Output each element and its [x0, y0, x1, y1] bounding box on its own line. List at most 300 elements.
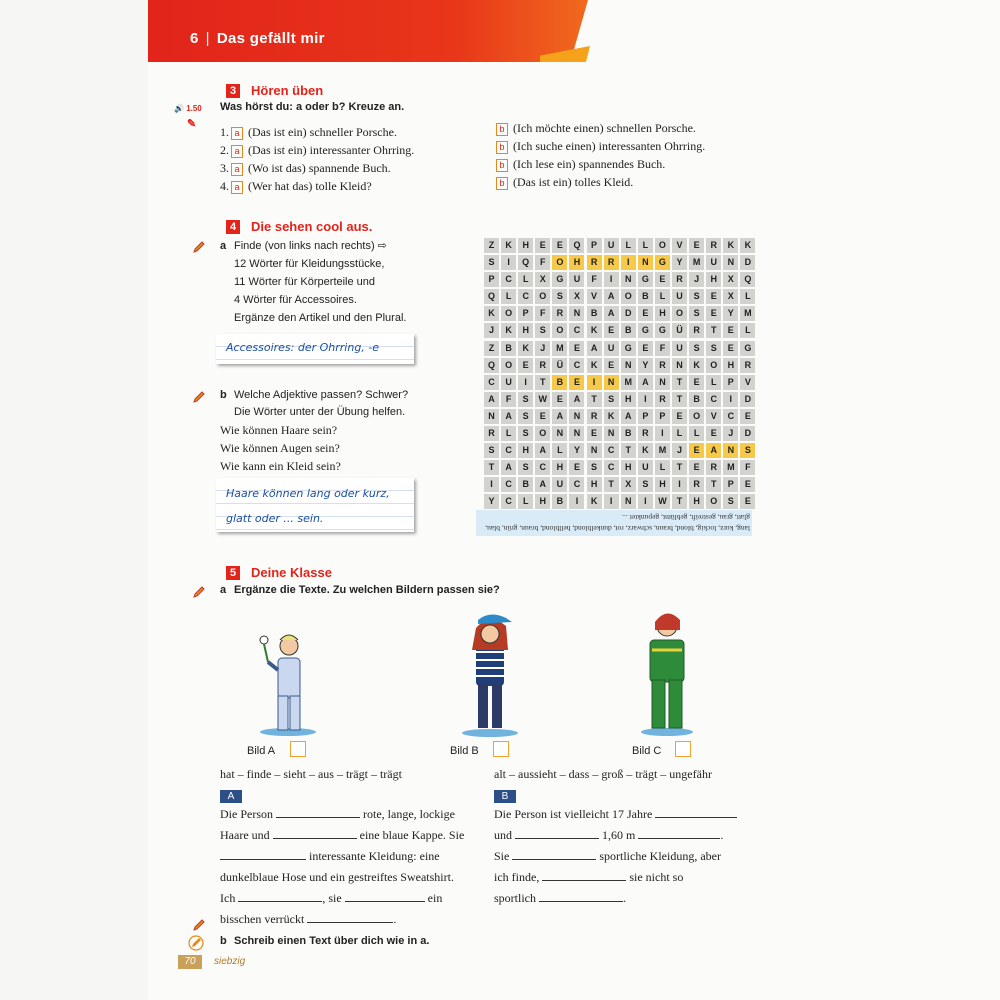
grid-letter[interactable]: A [569, 392, 584, 407]
grid-letter[interactable]: S [518, 426, 533, 441]
grid-letter[interactable]: L [689, 426, 704, 441]
grid-letter[interactable]: B [501, 341, 516, 356]
grid-letter[interactable]: K [723, 238, 738, 253]
grid-letter[interactable]: R [604, 255, 619, 270]
grid-letter[interactable]: E [569, 460, 584, 475]
grid-letter[interactable]: N [569, 409, 584, 424]
grid-letter[interactable]: N [569, 306, 584, 321]
grid-letter[interactable]: R [655, 358, 670, 373]
bild-b-checkbox[interactable] [493, 741, 509, 757]
grid-letter[interactable]: N [672, 358, 687, 373]
grid-letter[interactable]: T [672, 460, 687, 475]
grid-letter[interactable]: E [638, 306, 653, 321]
grid-letter[interactable]: U [604, 238, 619, 253]
grid-letter[interactable]: M [655, 443, 670, 458]
grid-letter[interactable]: S [740, 443, 755, 458]
grid-letter[interactable]: E [552, 238, 567, 253]
grid-letter[interactable]: J [484, 323, 499, 338]
grid-letter[interactable]: A [604, 289, 619, 304]
grid-letter[interactable]: H [552, 460, 567, 475]
grid-letter[interactable]: E [706, 426, 721, 441]
grid-letter[interactable]: A [621, 409, 636, 424]
grid-letter[interactable]: N [604, 426, 619, 441]
pencil-icon [192, 390, 206, 404]
word-search-grid[interactable] [484, 238, 755, 509]
grid-letter[interactable]: G [638, 272, 653, 287]
answer-box-a[interactable]: a [231, 163, 243, 176]
grid-letter[interactable]: I [484, 477, 499, 492]
gap-input[interactable] [276, 817, 360, 818]
grid-letter[interactable]: O [535, 289, 550, 304]
grid-letter[interactable]: Y [672, 255, 687, 270]
grid-letter[interactable]: N [655, 375, 670, 390]
grid-letter[interactable]: L [621, 238, 636, 253]
grid-letter[interactable]: N [621, 358, 636, 373]
grid-letter[interactable]: L [655, 460, 670, 475]
grid-letter[interactable]: X [723, 289, 738, 304]
grid-letter[interactable]: C [569, 477, 584, 492]
grid-letter[interactable]: O [501, 358, 516, 373]
grid-letter[interactable]: L [518, 272, 533, 287]
grid-letter[interactable]: E [689, 238, 704, 253]
grid-letter[interactable]: R [484, 426, 499, 441]
grid-letter[interactable]: R [689, 323, 704, 338]
grid-letter[interactable]: T [621, 443, 636, 458]
grid-letter[interactable]: O [706, 358, 721, 373]
grid-letter[interactable]: S [706, 341, 721, 356]
grid-letter[interactable]: L [501, 289, 516, 304]
grid-letter[interactable]: U [501, 375, 516, 390]
grid-letter[interactable]: P [484, 272, 499, 287]
grid-letter[interactable]: Q [518, 255, 533, 270]
grid-letter[interactable]: R [706, 238, 721, 253]
grid-letter[interactable]: B [587, 306, 602, 321]
grid-letter[interactable]: D [621, 306, 636, 321]
grid-letter[interactable]: T [672, 392, 687, 407]
grid-letter[interactable]: K [484, 306, 499, 321]
answer-box-b[interactable]: b [496, 123, 508, 136]
grid-letter[interactable]: I [672, 477, 687, 492]
grid-letter[interactable]: X [535, 272, 550, 287]
grid-letter[interactable]: S [587, 460, 602, 475]
text-part: sie nicht so [626, 870, 684, 884]
audio-icon[interactable]: 🔊 1.50 [174, 104, 202, 113]
grid-letter[interactable]: S [604, 392, 619, 407]
grid-letter[interactable]: E [689, 375, 704, 390]
grid-letter[interactable]: K [587, 323, 602, 338]
grid-letter[interactable]: A [501, 460, 516, 475]
grid-letter[interactable]: J [535, 341, 550, 356]
grid-letter[interactable]: T [484, 460, 499, 475]
grid-letter[interactable]: L [638, 238, 653, 253]
grid-letter[interactable]: J [723, 426, 738, 441]
gap-input[interactable] [238, 901, 322, 902]
text-part: . [720, 828, 724, 842]
grid-letter[interactable]: H [569, 255, 584, 270]
grid-letter[interactable]: E [604, 358, 619, 373]
grid-letter[interactable]: A [552, 409, 567, 424]
text-part: ich finde, [494, 870, 543, 884]
gap-input[interactable] [539, 901, 623, 902]
exercise-3-number: 3 [226, 84, 240, 98]
grid-letter[interactable]: Y [638, 358, 653, 373]
grid-letter[interactable]: P [655, 409, 670, 424]
grid-letter[interactable]: E [740, 409, 755, 424]
grid-letter[interactable]: P [638, 409, 653, 424]
grid-letter[interactable]: M [723, 460, 738, 475]
grid-letter[interactable]: M [740, 306, 755, 321]
grid-letter[interactable]: P [518, 306, 533, 321]
grid-letter[interactable]: T [604, 477, 619, 492]
grid-letter[interactable]: H [518, 323, 533, 338]
grid-letter[interactable]: L [501, 426, 516, 441]
text-part: 1,60 m [599, 828, 639, 842]
gap-input[interactable] [515, 838, 599, 839]
answer-box-b[interactable]: b [496, 141, 508, 154]
grid-letter[interactable]: S [518, 409, 533, 424]
grid-letter[interactable]: R [638, 426, 653, 441]
grid-letter[interactable]: T [535, 375, 550, 390]
grid-letter[interactable]: R [689, 477, 704, 492]
grid-letter[interactable]: Q [484, 289, 499, 304]
grid-letter[interactable]: D [740, 255, 755, 270]
grid-letter[interactable]: A [587, 341, 602, 356]
grid-letter[interactable]: E [740, 494, 755, 509]
grid-letter[interactable]: B [621, 323, 636, 338]
grid-letter[interactable]: S [535, 323, 550, 338]
grid-letter[interactable]: N [723, 443, 738, 458]
grid-letter[interactable]: I [638, 494, 653, 509]
grid-letter[interactable]: X [723, 272, 738, 287]
grid-letter[interactable]: K [604, 409, 619, 424]
grid-letter[interactable]: N [569, 426, 584, 441]
grid-letter[interactable]: L [552, 443, 567, 458]
grid-letter[interactable]: E [535, 238, 550, 253]
grid-letter[interactable]: F [587, 272, 602, 287]
grid-letter[interactable]: P [723, 375, 738, 390]
grid-letter[interactable]: C [723, 409, 738, 424]
grid-letter[interactable]: E [740, 477, 755, 492]
grid-letter[interactable]: S [518, 460, 533, 475]
grid-letter[interactable]: O [655, 238, 670, 253]
grid-letter[interactable]: U [552, 477, 567, 492]
text-part: sportlich [494, 891, 539, 905]
grid-letter[interactable]: A [638, 375, 653, 390]
grid-letter[interactable]: N [638, 255, 653, 270]
grid-letter[interactable]: X [569, 289, 584, 304]
grid-letter[interactable]: L [706, 375, 721, 390]
grid-letter[interactable]: E [552, 392, 567, 407]
grid-letter[interactable]: I [621, 255, 636, 270]
grid-letter[interactable]: G [655, 255, 670, 270]
grid-letter[interactable]: I [501, 255, 516, 270]
grid-letter[interactable]: L [655, 289, 670, 304]
grid-letter[interactable]: E [638, 341, 653, 356]
grid-letter[interactable]: N [621, 494, 636, 509]
grid-letter[interactable]: I [518, 375, 533, 390]
grid-letter[interactable]: M [621, 375, 636, 390]
grid-letter[interactable]: E [723, 341, 738, 356]
grid-letter[interactable]: V [672, 238, 687, 253]
grid-letter[interactable]: F [501, 392, 516, 407]
grid-letter[interactable]: Y [569, 443, 584, 458]
grid-letter[interactable]: Q [569, 238, 584, 253]
grid-letter[interactable]: E [672, 409, 687, 424]
bild-c-checkbox[interactable] [675, 741, 691, 757]
grid-letter[interactable]: H [621, 392, 636, 407]
grid-letter[interactable]: I [638, 392, 653, 407]
grid-letter[interactable]: K [587, 494, 602, 509]
grid-letter[interactable]: U [638, 460, 653, 475]
gap-input[interactable] [542, 880, 626, 881]
item-text: (Ich suche einen) interessanten Ohrring. [513, 139, 706, 153]
grid-letter[interactable]: E [689, 460, 704, 475]
grid-letter[interactable]: C [604, 460, 619, 475]
grid-letter[interactable]: Y [484, 494, 499, 509]
grid-letter[interactable]: R [740, 358, 755, 373]
grid-letter[interactable]: V [587, 289, 602, 304]
grid-letter[interactable]: C [501, 477, 516, 492]
text-a-line-5 [220, 890, 442, 907]
grid-letter[interactable]: Z [484, 341, 499, 356]
grid-letter[interactable]: M [689, 255, 704, 270]
grid-letter[interactable]: E [569, 375, 584, 390]
grid-letter[interactable]: H [621, 460, 636, 475]
grid-letter[interactable]: G [621, 341, 636, 356]
grid-letter[interactable]: C [501, 272, 516, 287]
grid-letter[interactable]: E [655, 272, 670, 287]
answer-box-b[interactable]: b [496, 177, 508, 190]
grid-letter[interactable]: A [535, 477, 550, 492]
grid-letter[interactable]: A [706, 443, 721, 458]
grid-letter[interactable]: C [535, 460, 550, 475]
grid-letter[interactable]: T [587, 392, 602, 407]
grid-letter[interactable]: H [655, 306, 670, 321]
text-b-line-5 [494, 890, 626, 907]
grid-letter[interactable]: H [706, 272, 721, 287]
grid-letter[interactable]: P [587, 238, 602, 253]
grid-letter[interactable]: Q [740, 272, 755, 287]
grid-letter[interactable]: N [552, 426, 567, 441]
gap-input[interactable] [638, 838, 720, 839]
grid-letter[interactable]: Z [484, 238, 499, 253]
bild-a-checkbox[interactable] [290, 741, 306, 757]
grid-letter[interactable]: E [689, 443, 704, 458]
grid-letter[interactable]: X [621, 477, 636, 492]
grid-letter[interactable]: O [672, 306, 687, 321]
person-a-illustration [238, 620, 338, 740]
grid-letter[interactable]: J [672, 443, 687, 458]
grid-letter[interactable]: Q [484, 358, 499, 373]
grid-letter[interactable]: O [552, 323, 567, 338]
grid-letter[interactable]: S [638, 477, 653, 492]
grid-letter[interactable]: C [706, 392, 721, 407]
grid-letter[interactable]: R [587, 255, 602, 270]
grid-letter[interactable]: H [587, 477, 602, 492]
grid-letter[interactable]: S [552, 289, 567, 304]
text-part: . [393, 912, 397, 926]
grid-letter[interactable]: C [484, 375, 499, 390]
grid-letter[interactable]: F [655, 341, 670, 356]
grid-letter[interactable]: K [689, 358, 704, 373]
gap-input[interactable] [345, 901, 425, 902]
grid-letter[interactable]: E [535, 409, 550, 424]
grid-letter[interactable]: E [706, 289, 721, 304]
grid-letter[interactable]: B [552, 494, 567, 509]
grid-letter[interactable]: V [706, 409, 721, 424]
item-text: (Das ist ein) interessanter Ohrring. [248, 143, 415, 157]
answer-box-a[interactable]: a [231, 127, 243, 140]
grid-letter[interactable]: I [655, 426, 670, 441]
grid-letter[interactable]: H [535, 494, 550, 509]
grid-letter[interactable]: H [723, 358, 738, 373]
answer-box-a[interactable]: a [231, 145, 243, 158]
grid-letter[interactable]: L [518, 494, 533, 509]
grid-letter[interactable]: I [723, 392, 738, 407]
grid-letter[interactable]: A [535, 443, 550, 458]
grid-letter[interactable]: B [638, 289, 653, 304]
grid-letter[interactable]: D [740, 426, 755, 441]
item-text: (Das ist ein) tolles Kleid. [513, 175, 634, 189]
grid-letter[interactable]: O [689, 409, 704, 424]
grid-letter[interactable]: R [655, 392, 670, 407]
grid-letter[interactable]: U [569, 272, 584, 287]
grid-letter[interactable]: O [501, 306, 516, 321]
grid-letter[interactable]: B [518, 477, 533, 492]
grid-letter[interactable]: F [535, 306, 550, 321]
grid-letter[interactable]: E [706, 306, 721, 321]
grid-letter[interactable]: K [518, 341, 533, 356]
grid-letter[interactable]: S [518, 392, 533, 407]
grid-letter[interactable]: E [518, 358, 533, 373]
grid-letter[interactable]: H [518, 238, 533, 253]
grid-letter[interactable]: W [655, 494, 670, 509]
grid-letter[interactable]: E [723, 323, 738, 338]
grid-letter[interactable]: G [638, 323, 653, 338]
grid-letter[interactable]: H [655, 477, 670, 492]
grid-letter[interactable]: C [501, 494, 516, 509]
gap-input[interactable] [307, 922, 393, 923]
grid-letter[interactable]: S [484, 255, 499, 270]
grid-letter[interactable]: S [689, 306, 704, 321]
grid-letter[interactable]: R [587, 409, 602, 424]
grid-letter[interactable]: T [672, 375, 687, 390]
grid-letter[interactable]: C [569, 323, 584, 338]
gap-input[interactable] [512, 859, 596, 860]
grid-letter[interactable]: I [604, 494, 619, 509]
grid-letter[interactable]: R [552, 306, 567, 321]
grid-letter[interactable]: L [740, 323, 755, 338]
grid-letter[interactable]: K [501, 323, 516, 338]
grid-letter[interactable]: C [569, 358, 584, 373]
grid-letter[interactable]: S [723, 494, 738, 509]
item-number: 2. [220, 143, 229, 157]
grid-letter[interactable]: B [552, 375, 567, 390]
grid-letter[interactable]: A [604, 306, 619, 321]
grid-letter[interactable]: Ü [552, 358, 567, 373]
ex3-item-4b [494, 174, 633, 191]
gap-input[interactable] [655, 817, 737, 818]
grid-letter[interactable]: G [552, 272, 567, 287]
grid-letter[interactable]: S [689, 341, 704, 356]
grid-letter[interactable]: T [672, 494, 687, 509]
grid-letter[interactable]: R [706, 460, 721, 475]
grid-letter[interactable]: C [501, 443, 516, 458]
grid-letter[interactable]: K [501, 238, 516, 253]
answer-handwriting-1: Haare können lang oder kurz, [226, 487, 390, 500]
grid-letter[interactable]: B [621, 426, 636, 441]
grid-letter[interactable]: U [706, 255, 721, 270]
gap-input[interactable] [273, 838, 357, 839]
grid-letter[interactable]: T [706, 477, 721, 492]
grid-letter[interactable]: H [689, 494, 704, 509]
text-b-line-1 [494, 806, 737, 823]
grid-letter[interactable]: K [587, 358, 602, 373]
answer-box-a[interactable]: a [231, 181, 243, 194]
grid-letter[interactable]: B [689, 392, 704, 407]
grid-letter[interactable]: C [518, 289, 533, 304]
grid-letter[interactable]: N [604, 375, 619, 390]
grid-letter[interactable]: I [569, 494, 584, 509]
grid-letter[interactable]: S [689, 289, 704, 304]
grid-letter[interactable]: M [552, 341, 567, 356]
grid-letter[interactable]: R [672, 272, 687, 287]
grid-letter[interactable]: E [604, 323, 619, 338]
grid-letter[interactable]: O [706, 494, 721, 509]
grid-letter[interactable]: S [484, 443, 499, 458]
grid-letter[interactable]: P [723, 477, 738, 492]
grid-letter[interactable]: I [604, 272, 619, 287]
grid-letter[interactable]: C [604, 443, 619, 458]
grid-letter[interactable]: R [535, 358, 550, 373]
grid-letter[interactable]: A [501, 409, 516, 424]
grid-letter[interactable]: G [740, 341, 755, 356]
grid-letter[interactable]: O [621, 289, 636, 304]
grid-letter[interactable]: E [587, 426, 602, 441]
grid-letter[interactable]: F [535, 255, 550, 270]
text-part: und [494, 828, 515, 842]
grid-letter[interactable]: V [740, 375, 755, 390]
grid-letter[interactable]: F [740, 460, 755, 475]
grid-letter[interactable]: U [604, 341, 619, 356]
grid-letter[interactable]: O [535, 426, 550, 441]
grid-letter[interactable]: O [552, 255, 567, 270]
grid-letter[interactable]: K [638, 443, 653, 458]
grid-letter[interactable]: Y [723, 306, 738, 321]
grid-letter[interactable]: L [740, 289, 755, 304]
grid-letter[interactable]: N [587, 443, 602, 458]
grid-letter[interactable]: L [672, 426, 687, 441]
grid-letter[interactable]: T [706, 323, 721, 338]
grid-letter[interactable]: J [689, 272, 704, 287]
grid-letter[interactable]: I [587, 375, 602, 390]
grid-letter[interactable]: N [621, 272, 636, 287]
grid-letter[interactable]: N [484, 409, 499, 424]
grid-letter[interactable]: H [518, 443, 533, 458]
grid-letter[interactable]: G [655, 323, 670, 338]
grid-letter[interactable]: N [723, 255, 738, 270]
grid-letter[interactable]: E [569, 341, 584, 356]
grid-letter[interactable]: K [740, 238, 755, 253]
grid-letter[interactable]: A [484, 392, 499, 407]
grid-letter[interactable]: W [535, 392, 550, 407]
grid-letter[interactable]: D [740, 392, 755, 407]
grid-letter[interactable]: Ü [672, 323, 687, 338]
answer-box-b[interactable]: b [496, 159, 508, 172]
grid-letter[interactable]: U [672, 341, 687, 356]
gap-input[interactable] [220, 859, 306, 860]
grid-letter[interactable]: U [672, 289, 687, 304]
